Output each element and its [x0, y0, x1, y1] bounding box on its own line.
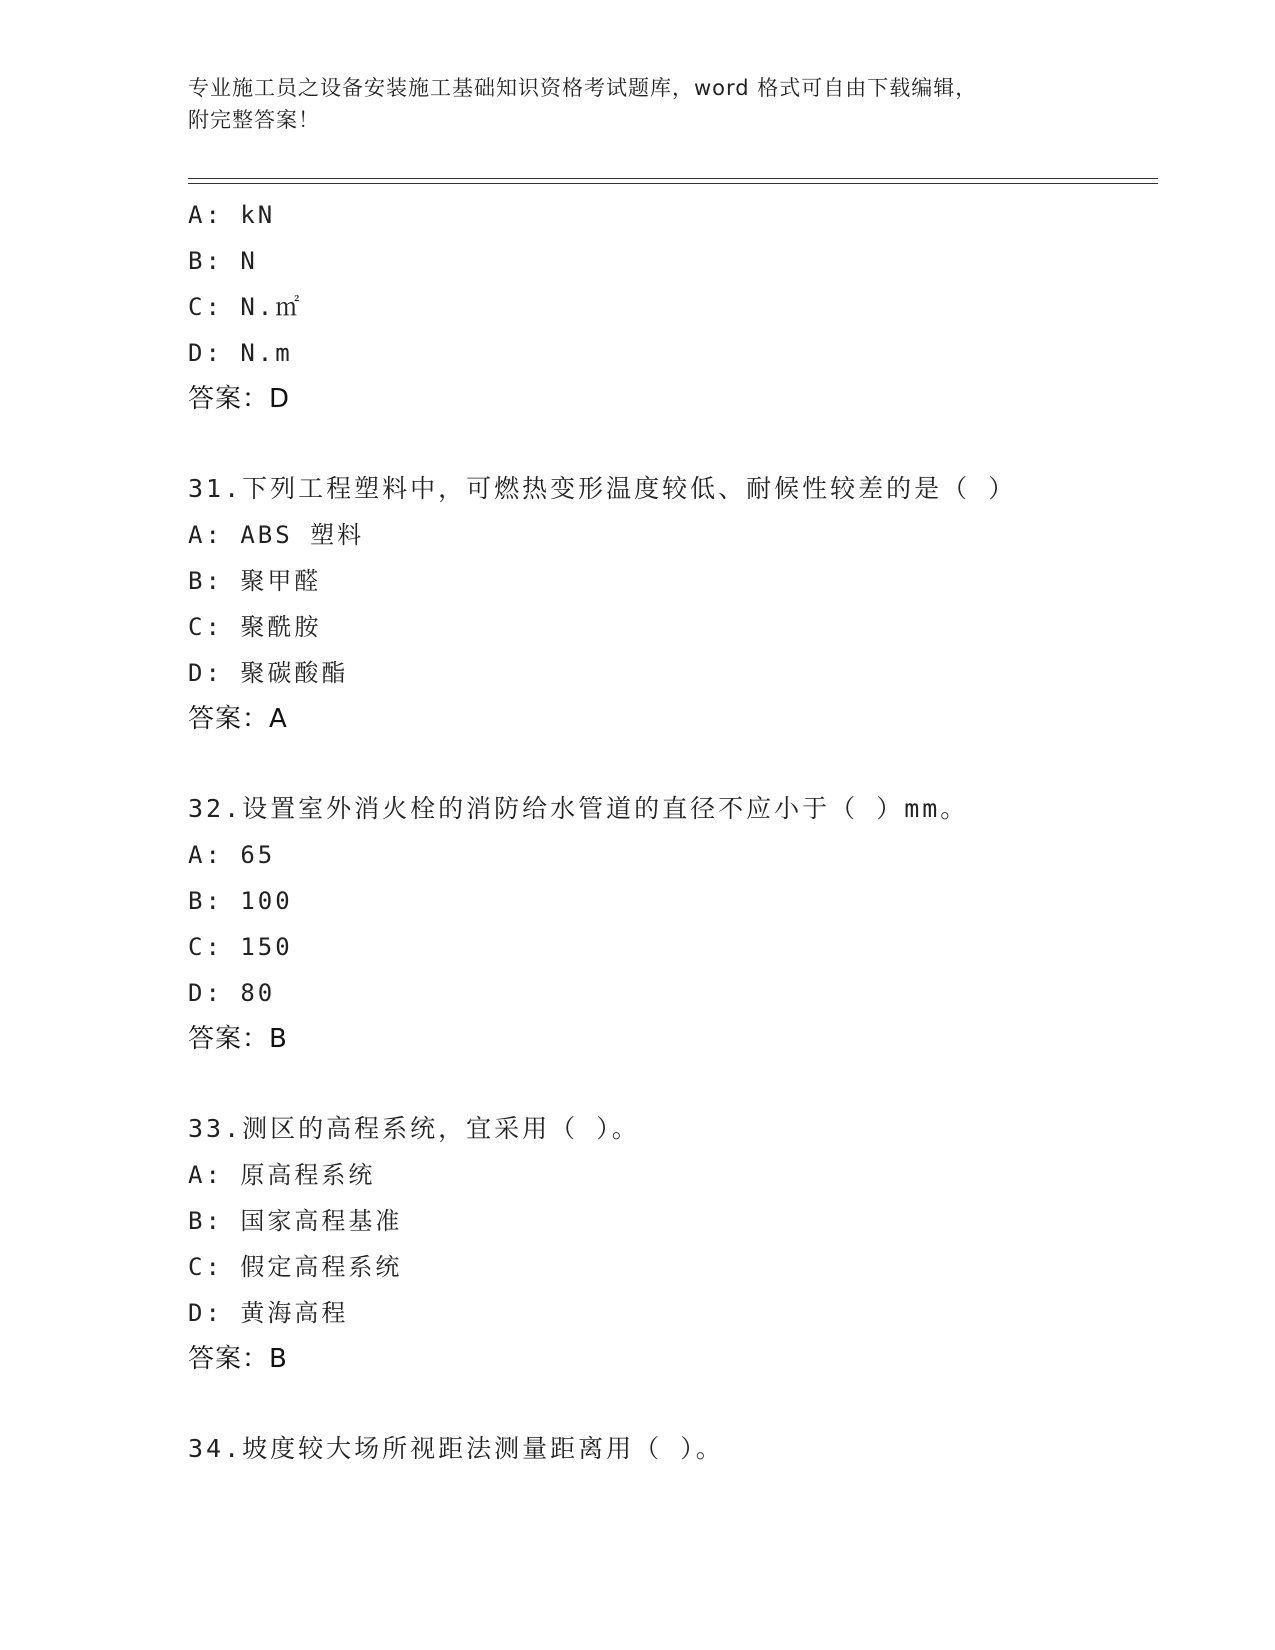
- option-c: C: 150: [188, 933, 293, 961]
- question-block-34: [188, 1426, 1158, 1472]
- question-text: 31.下列工程塑料中，可燃热变形温度较低、耐候性较差的是（ ）: [188, 474, 1017, 503]
- option-b: B: 聚甲醛: [188, 567, 322, 595]
- header-divider-bottom: [188, 183, 1158, 184]
- option-a: A: ABS 塑料: [188, 521, 365, 549]
- document-header: [188, 72, 1088, 136]
- question-block-32: [188, 786, 1158, 1062]
- prev-question-block: [188, 192, 1158, 422]
- question-list: [188, 192, 1158, 1472]
- answer-line: 答案：A: [188, 704, 288, 734]
- option-a: A: 原高程系统: [188, 1161, 376, 1189]
- question-text: 32.设置室外消火栓的消防给水管道的直径不应小于（ ）mm。: [188, 794, 969, 823]
- header-divider-top: [188, 178, 1158, 179]
- option-b: B: 100: [188, 887, 293, 915]
- question-text: 34.坡度较大场所视距法测量距离用（ ）。: [188, 1434, 724, 1463]
- option-a: A: kN: [188, 201, 276, 229]
- option-b: B: 国家高程基准: [188, 1207, 403, 1235]
- answer-line: 答案：D: [188, 384, 291, 414]
- answer-line: 答案：B: [188, 1024, 288, 1054]
- option-d: D: 80: [188, 979, 276, 1007]
- option-d: D: 黄海高程: [188, 1299, 349, 1327]
- option-a: A: 65: [188, 841, 276, 869]
- option-b: B: N: [188, 247, 258, 275]
- question-block-33: [188, 1106, 1158, 1382]
- option-c: C: N.㎡: [188, 293, 303, 321]
- question-text: 33.测区的高程系统，宜采用（ ）。: [188, 1114, 640, 1143]
- header-line-1: 专业施工员之设备安装施工基础知识资格考试题库，word 格式可自由下载编辑，: [188, 76, 978, 100]
- option-c: C: 聚酰胺: [188, 613, 322, 641]
- header-line-2: 附完整答案！: [188, 108, 320, 132]
- question-block-31: [188, 466, 1158, 742]
- option-d: D: 聚碳酸酯: [188, 659, 349, 687]
- answer-line: 答案：B: [188, 1344, 288, 1374]
- option-c: C: 假定高程系统: [188, 1253, 403, 1281]
- option-d: D: N.m: [188, 339, 293, 367]
